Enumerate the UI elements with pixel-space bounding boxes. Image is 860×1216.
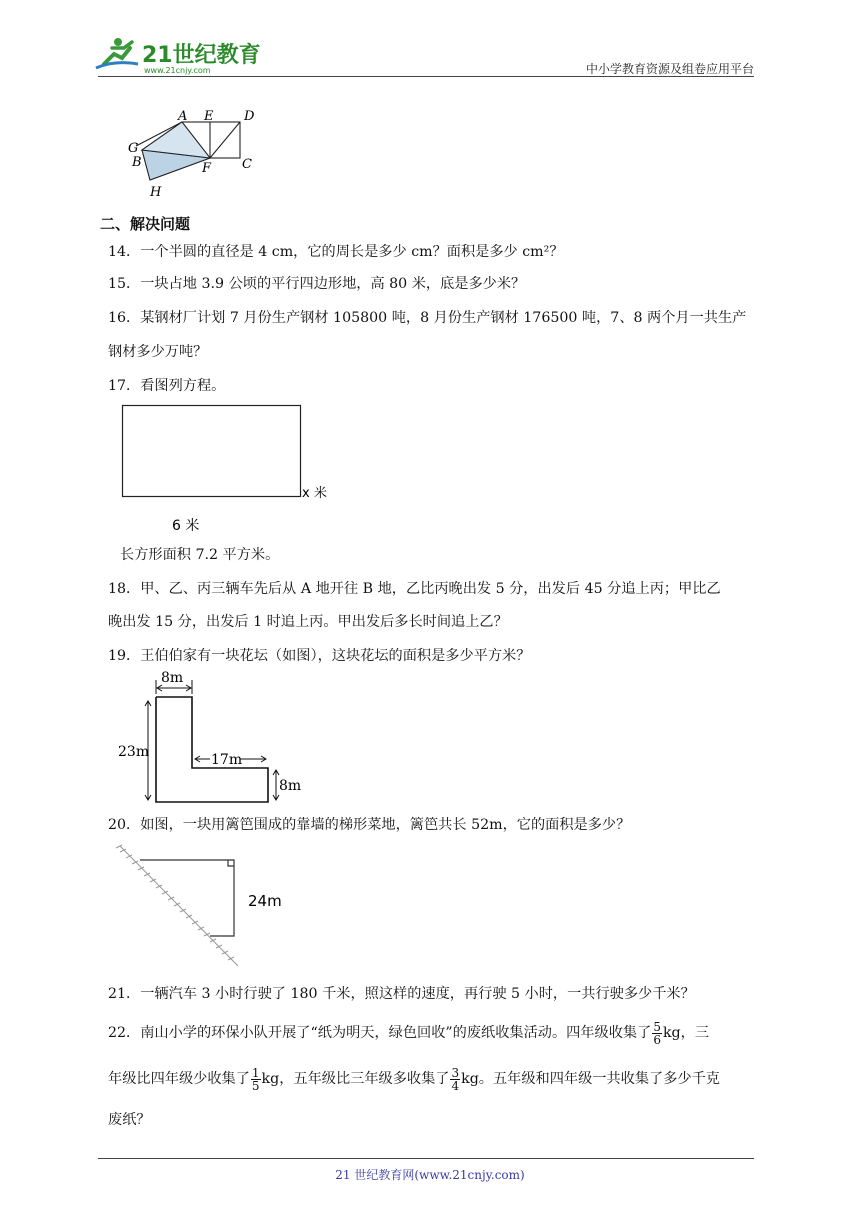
fig13-label-g: G xyxy=(128,141,139,156)
q22-f2-denominator: 5 xyxy=(251,1078,260,1093)
logo-url: www.21cnjy.com xyxy=(144,66,211,75)
fig19-top-label: 8m xyxy=(161,670,184,686)
fig13-label-a: A xyxy=(178,109,188,124)
figure-20-trapezoid-garden xyxy=(114,842,304,972)
q22-text-5: kg。五年级和四年级一共收集了多少千克 xyxy=(461,1071,720,1087)
question-22-line3: 废纸？ xyxy=(108,1112,151,1128)
logo-runner-icon xyxy=(94,34,264,76)
footer-divider xyxy=(98,1158,754,1159)
q22-fraction-3 xyxy=(450,1067,460,1092)
fig13-label-e: E xyxy=(204,109,214,124)
fig13-label-h: H xyxy=(150,185,162,200)
figure-13-geometry xyxy=(126,104,266,200)
fig13-label-b: B xyxy=(132,155,142,170)
question-19: 19．王伯伯家有一块花坛（如图），这块花坛的面积是多少平方米？ xyxy=(108,648,531,664)
fig13-label-f: F xyxy=(202,161,212,176)
question-14: 14．一个半圆的直径是 4 cm，它的周长是多少 cm？面积是多少 cm²？ xyxy=(108,244,564,260)
q22-fraction-1 xyxy=(652,1021,662,1046)
question-22-line1 xyxy=(108,1020,709,1046)
header-divider xyxy=(98,76,754,77)
q22-f3-denominator: 4 xyxy=(451,1078,460,1093)
q22-text-3: 年级比四年级少收集了 xyxy=(108,1071,250,1087)
question-15: 15．一块占地 3.9 公顷的平行四边形地，高 80 米，底是多少米？ xyxy=(108,276,526,292)
q22-f3-numerator: 3 xyxy=(451,1065,460,1080)
footer-link[interactable]: 21 世纪教育网(www.21cnjy.com) xyxy=(335,1168,525,1182)
q22-f2-numerator: 1 xyxy=(251,1065,260,1080)
section-title: 二、解决问题 xyxy=(100,215,191,233)
figure-17-rectangle xyxy=(118,402,348,542)
q22-f1-denominator: 6 xyxy=(653,1032,661,1047)
fig17-bottom-label: 6 米 xyxy=(172,518,200,534)
question-18-line1: 18．甲、乙、丙三辆车先后从 A 地开往 B 地，乙比丙晚出发 5 分，出发后 45 分追上丙；甲比乙 xyxy=(108,581,721,597)
question-16-line2: 钢材多少万吨？ xyxy=(108,344,208,360)
question-16-line1: 16．某钢材厂计划 7 月份生产钢材 105800 吨，8 月份生产钢材 176500 吨，7、8 两个月一共生产 xyxy=(108,310,747,326)
q22-text-2: kg，三 xyxy=(662,1025,710,1041)
question-17: 17．看图列方程。 xyxy=(108,378,226,394)
fig19-right-label: 8m xyxy=(279,778,302,794)
fig13-label-c: C xyxy=(242,157,252,172)
fig20-height-label: 24m xyxy=(248,892,282,910)
fig17-side-label: x 米 xyxy=(302,486,327,501)
question-20: 20．如图，一块用篱笆围成的靠墙的梯形菜地，篱笆共长 52m，它的面积是多少？ xyxy=(108,817,631,833)
q22-f1-numerator: 5 xyxy=(653,1019,661,1034)
figure-19-flowerbed xyxy=(116,668,316,808)
fig19-mid-label: 17m xyxy=(211,752,243,768)
q22-fraction-2 xyxy=(251,1067,261,1092)
platform-name: 中小学教育资源及组卷应用平台 xyxy=(585,62,754,76)
question-17-note: 长方形面积 7.2 平方米。 xyxy=(120,547,280,563)
fig13-label-d: D xyxy=(244,109,255,124)
q22-text-4: kg，五年级比三年级多收集了 xyxy=(261,1071,450,1087)
fig19-left-label: 23m xyxy=(118,744,150,760)
question-18-line2: 晚出发 15 分，出发后 1 时追上丙。甲出发后多长时间追上乙？ xyxy=(108,614,508,630)
question-22-line2 xyxy=(108,1066,720,1092)
header-logo xyxy=(94,34,264,76)
question-21: 21．一辆汽车 3 小时行驶了 180 千米，照这样的速度，再行驶 5 小时，一共行驶多少千米？ xyxy=(108,986,695,1002)
q22-text-1: 22．南山小学的环保小队开展了“纸为明天，绿色回收”的废纸收集活动。四年级收集了 xyxy=(108,1025,652,1041)
logo-text: 21世纪教育 xyxy=(142,43,261,68)
